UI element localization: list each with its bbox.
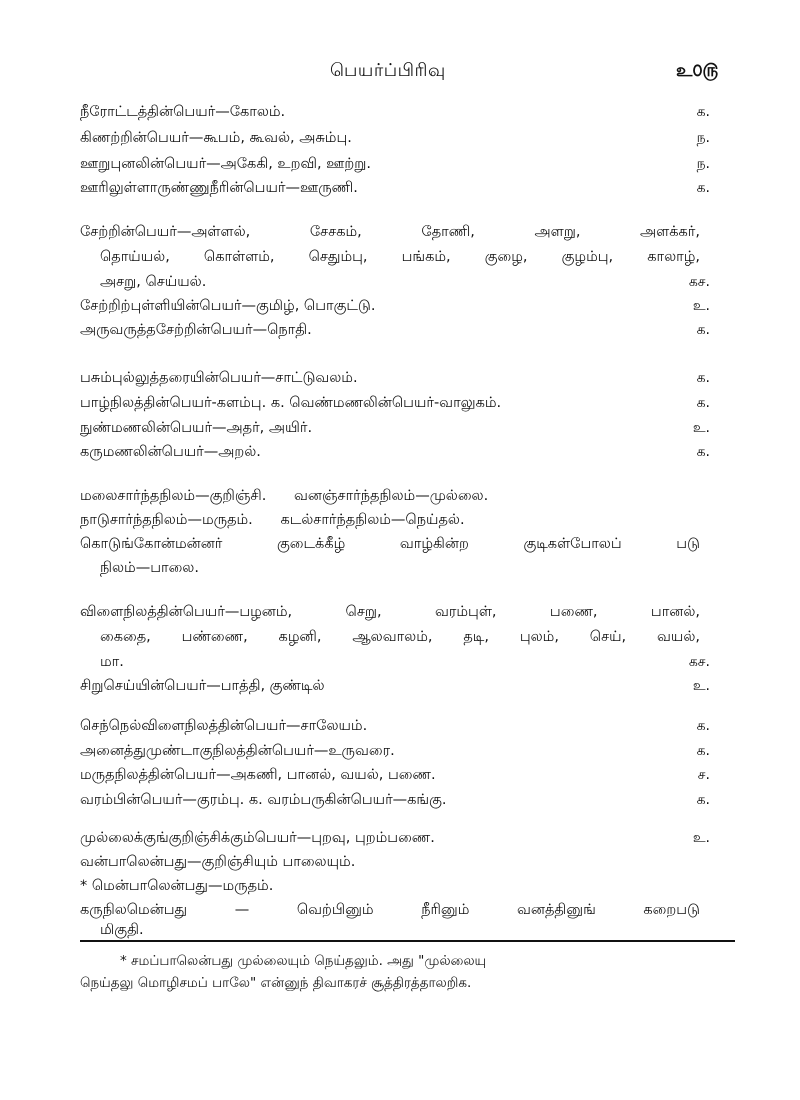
page-title: பெயர்ப்பிரிவு: [330, 60, 446, 81]
entry-line: பாழ்நிலத்தின்பெயர்-களம்பு. க. வெண்மணலின்பெயர்-வாலுகம்.: [80, 395, 502, 411]
entry-line: * மென்பாலென்பது—மருதம்.: [80, 878, 274, 894]
entry-line: ஊறுபுனலின்பெயர்—அகேகி, உறவி, ஊற்று.: [80, 156, 372, 172]
entry-line: ஊரிலுள்ளாருண்ணுநீரின்பெயர்—ஊருணி.: [80, 180, 358, 196]
entry-line: மருதநிலத்தின்பெயர்—அகணி, பானல், வயல், பணை.: [80, 767, 436, 783]
entry-count: கச.: [688, 274, 710, 290]
entry-line: வன்பாலென்பது—குறிஞ்சியும் பாலையும்.: [80, 854, 356, 870]
footnote-line: * சமப்பாலென்பது முல்லையும் நெய்தலும். அது "முல்லையு: [120, 953, 487, 969]
entry-count: க.: [696, 718, 710, 734]
entry-line: நீரோட்டத்தின்பெயர்—கோலம்.: [80, 104, 286, 120]
entry-count: உ.: [692, 830, 710, 846]
entry-line: நிலம்—பாலை.: [100, 560, 199, 576]
entry-line: செந்நெல்விளைநிலத்தின்பெயர்—சாலேயம்.: [80, 718, 368, 734]
entry-line: முல்லைக்குங்குறிஞ்சிக்கும்பெயர்—புறவு, புறம்பணை.: [80, 830, 435, 846]
entry-line: அனைத்துமுண்டாகுநிலத்தின்பெயர்—உருவரை.: [80, 743, 395, 759]
entry-line: கிணற்றின்பெயர்—கூபம், கூவல், அசும்பு.: [80, 130, 352, 146]
entry-count: க.: [696, 743, 710, 759]
footnote-line: நெய்தலு மொழிசமப் பாலே" என்னுந் திவாகரச் சூத்திரத்தாலறிக.: [80, 975, 472, 991]
entry-line: கருமணலின்பெயர்—அறல்.: [80, 444, 261, 460]
entry-count: ச.: [697, 767, 710, 783]
page-number: உ௦௫: [676, 60, 719, 81]
entry-line: நுண்மணலின்பெயர்—அதர், அயிர்.: [80, 420, 313, 436]
entry-line: சிறுசெய்யின்பெயர்—பாத்தி, குண்டில்: [80, 678, 325, 694]
entry-count: உ.: [692, 678, 710, 694]
entry-line: மிகுதி.: [100, 922, 144, 938]
entry-count: க.: [696, 104, 710, 120]
entry-line: விளைநிலத்தின்பெயர்—பழனம், செறு, வரம்புள், பணை, பானல்,: [80, 604, 700, 620]
entry-line: வரம்பின்பெயர்—குரம்பு. க. வரம்பருகின்பெயர்—கங்கு.: [80, 792, 447, 808]
entry-count: உ.: [692, 420, 710, 436]
entry-line: சேற்றிற்புள்ளியின்பெயர்—குமிழ், பொகுட்டு.: [80, 298, 376, 314]
entry-count: ந.: [696, 156, 710, 172]
entry-line: அருவருத்தசேற்றின்பெயர்—நொதி.: [80, 322, 312, 338]
entry-count: க.: [696, 792, 710, 808]
entry-count: கச.: [688, 654, 710, 670]
entry-count: உ.: [692, 298, 710, 314]
entry-count: க.: [696, 322, 710, 338]
footnote-rule: [80, 940, 735, 942]
entry-count: க.: [696, 444, 710, 460]
entry-count: க.: [696, 370, 710, 386]
entry-line: தொய்யல், கொள்ளம், செதும்பு, பங்கம், குழை, குழம்பு, காலாழ்,: [100, 249, 700, 265]
entry-line: கருநிலமென்பது — வெற்பினும் நீரினும் வனத்தினுங் கறைபடு: [80, 902, 700, 918]
entry-line: கொடுங்கோன்மன்னர் குடைக்கீழ் வாழ்கின்ற குடிகள்போலப் படு: [80, 536, 700, 552]
entry-line: பசும்புல்லுத்தரையின்பெயர்—சாட்டுவலம்.: [80, 370, 358, 386]
entry-count: க.: [696, 395, 710, 411]
entry-line: கைதை, பண்ணை, கழனி, ஆலவாலம், தடி, புலம், செய், வயல்,: [100, 629, 700, 645]
entry-line: மா.: [100, 654, 124, 670]
entry-count: க.: [696, 180, 710, 196]
entry-line: நாடுசார்ந்தநிலம்—மருதம். கடல்சார்ந்தநிலம்—நெய்தல்.: [80, 512, 465, 528]
entry-line: மலைசார்ந்தநிலம்—குறிஞ்சி. வனஞ்சார்ந்தநிலம்—முல்லை.: [80, 488, 489, 504]
entry-line: அசறு, செய்யல்.: [100, 274, 207, 290]
entry-line: சேற்றின்பெயர்—அள்ளல், சேசகம், தோணி, அளறு, அளக்கர்,: [80, 224, 700, 240]
entry-count: ந.: [696, 130, 710, 146]
